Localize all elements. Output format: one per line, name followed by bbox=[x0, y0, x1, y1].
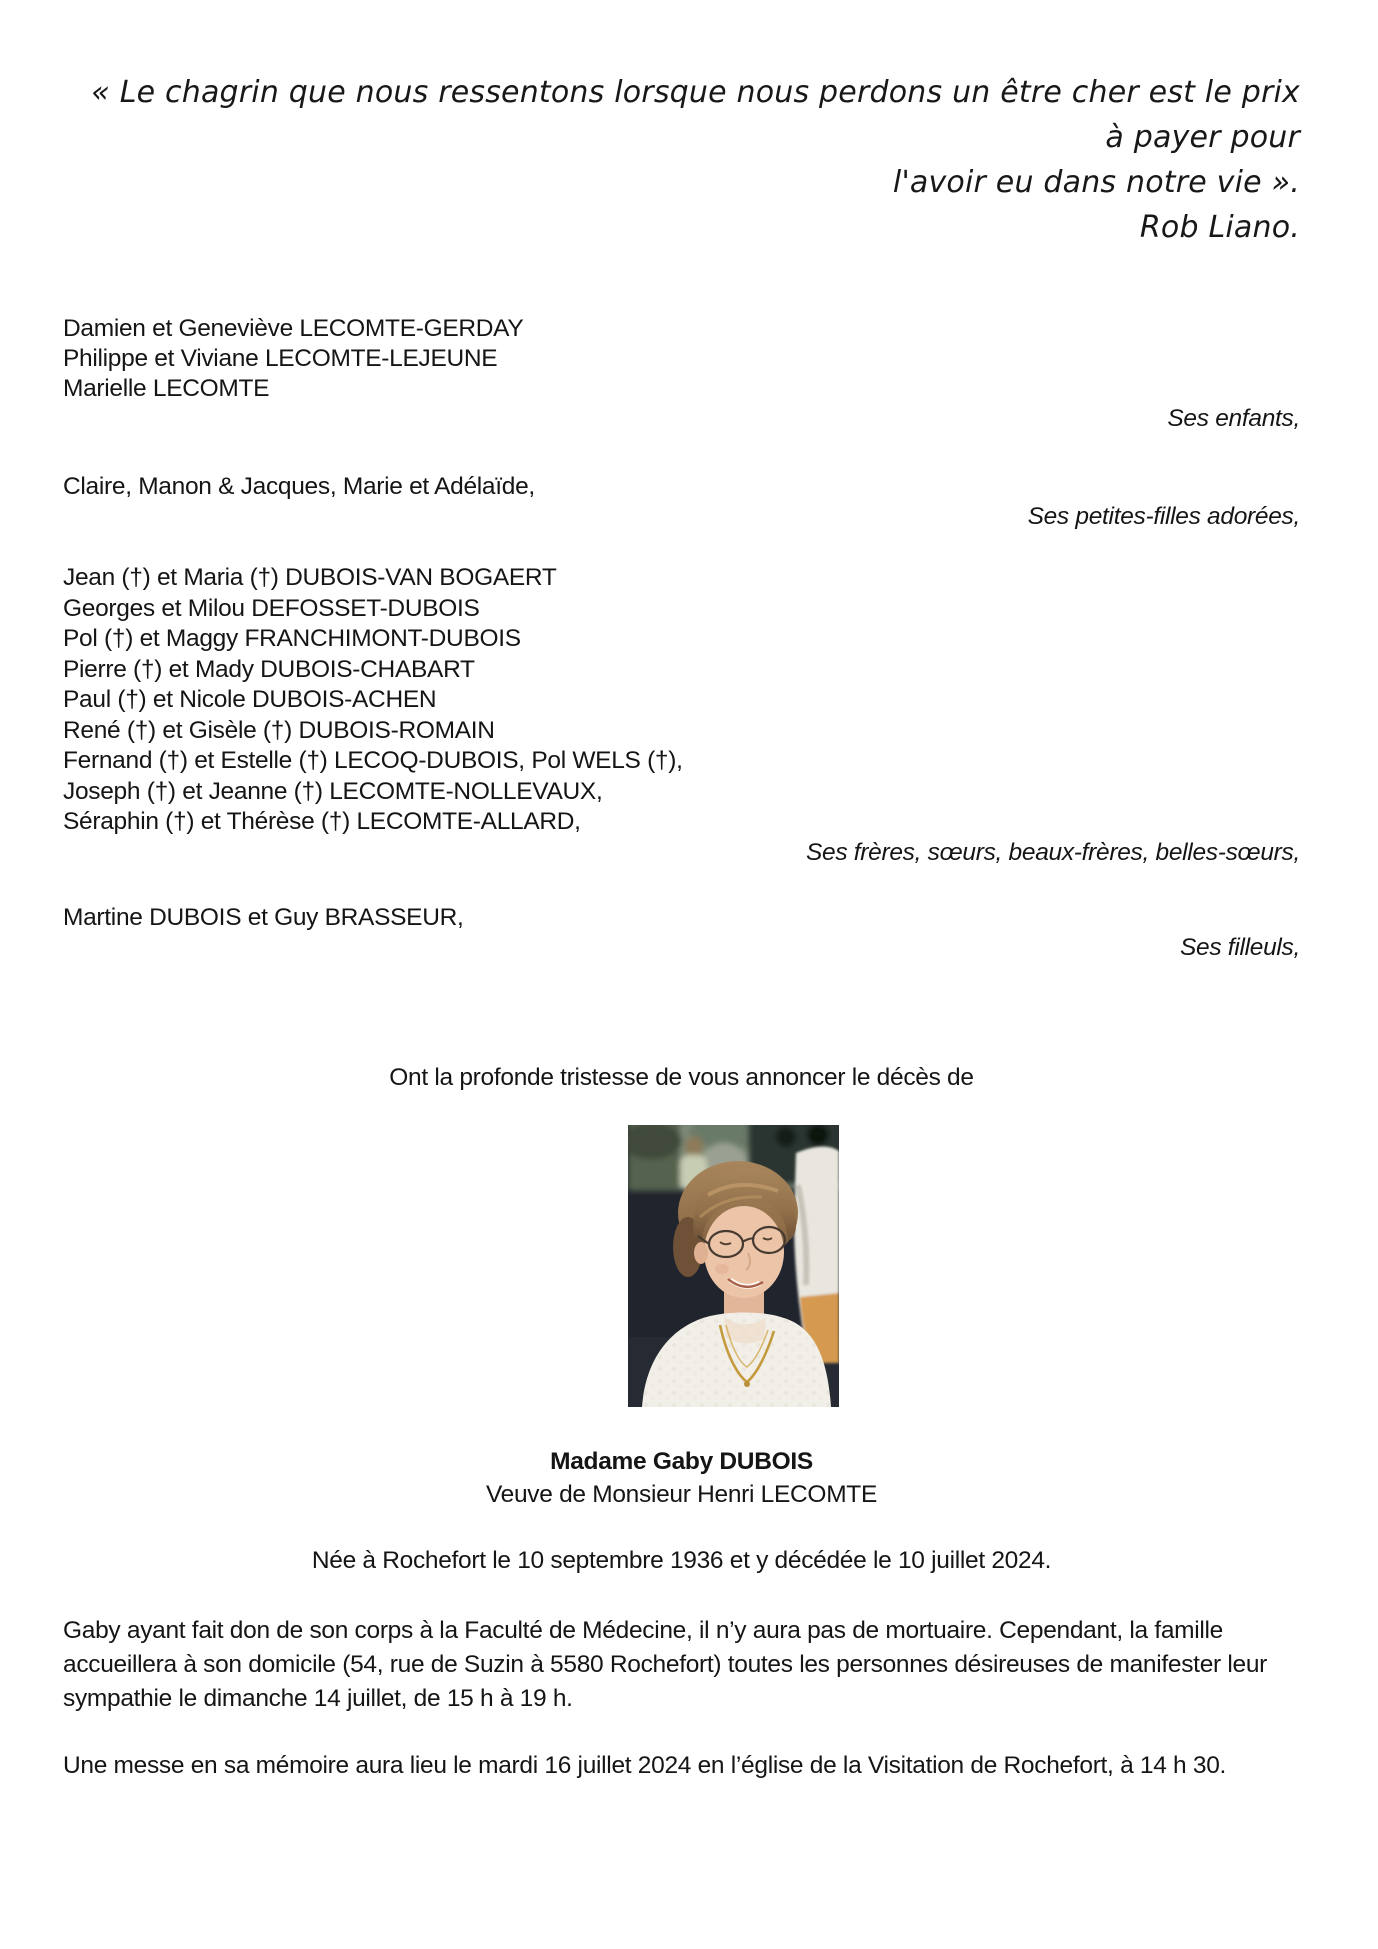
grandchildren-name-line: Claire, Manon & Jacques, Marie et Adélaïde, bbox=[63, 473, 535, 500]
child-name-line: Marielle LECOMTE bbox=[63, 375, 270, 402]
sibling-name-line: Joseph (†) et Jeanne (†) LECOMTE-NOLLEVAUX, bbox=[63, 777, 603, 805]
deceased-portrait-photo bbox=[628, 1125, 839, 1407]
sibling-name-line: Pierre (†) et Mady DUBOIS-CHABART bbox=[63, 655, 475, 683]
portrait-photo-wrap bbox=[63, 1125, 1300, 1407]
quote-line-1: « Le chagrin que nous ressentons lorsque nous perdons un être cher est le prix à payer pour bbox=[91, 75, 1300, 155]
wake-paragraph: Gaby ayant fait don de son corps à la Faculté de Médecine, il n’y aura pas de mortuaire. Cependant, la famille accueillera à son domicile (54, rue de Suzin à 5580 Rochefort) toutes les personnes désireuses de manifester leur sympathie le dimanche 14 juillet, de 15 h à 19 h. bbox=[63, 1616, 1268, 1712]
godchild-name-line: Martine DUBOIS et Guy BRASSEUR, bbox=[63, 903, 464, 931]
birth-death-line: Née à Rochefort le 10 septembre 1936 et y décédée le 10 juillet 2024. bbox=[311, 1546, 1052, 1574]
quote-block bbox=[63, 0, 1300, 250]
announcement-line: Ont la profonde tristesse de vous annoncer le décès de bbox=[389, 1063, 974, 1091]
children-names bbox=[63, 314, 1300, 404]
siblings-label: Ses frères, sœurs, beaux-frères, belles-sœurs, bbox=[805, 838, 1300, 866]
sibling-name-line: René (†) et Gisèle (†) DUBOIS-ROMAIN bbox=[63, 716, 495, 744]
godchildren-names bbox=[63, 903, 1300, 933]
deceased-widow-line: Veuve de Monsieur Henri LECOMTE bbox=[485, 1480, 878, 1508]
sibling-name-line: Georges et Milou DEFOSSET-DUBOIS bbox=[63, 594, 480, 622]
quote-attribution: Rob Liano. bbox=[1139, 210, 1300, 245]
godchildren-label: Ses filleuls, bbox=[1179, 933, 1300, 961]
quote-line-2: l'avoir eu dans notre vie ». bbox=[892, 165, 1300, 200]
sibling-name-line: Fernand (†) et Estelle (†) LECOQ-DUBOIS, Pol WELS (†), bbox=[63, 747, 683, 774]
sibling-name-line: Pol (†) et Maggy FRANCHIMONT-DUBOIS bbox=[63, 625, 521, 652]
sibling-name-line: Paul (†) et Nicole DUBOIS-ACHEN bbox=[63, 686, 437, 713]
grandchildren-label: Ses petites-filles adorées, bbox=[1027, 503, 1300, 530]
grandchildren-names bbox=[63, 472, 1300, 502]
siblings-names bbox=[63, 563, 1300, 838]
child-name-line: Philippe et Viviane LECOMTE-LEJEUNE bbox=[63, 345, 498, 372]
children-label: Ses enfants, bbox=[1167, 405, 1300, 432]
sibling-name-line: Jean (†) et Maria (†) DUBOIS-VAN BOGAERT bbox=[63, 564, 557, 591]
portrait-photo-graphic bbox=[628, 1125, 839, 1407]
sibling-name-line: Séraphin (†) et Thérèse (†) LECOMTE-ALLARD, bbox=[63, 808, 581, 835]
deceased-name: Madame Gaby DUBOIS bbox=[550, 1447, 813, 1475]
mass-paragraph: Une messe en sa mémoire aura lieu le mardi 16 juillet 2024 en l’église de la Visitation de Rochefort, à 14 h 30. bbox=[63, 1751, 1227, 1779]
child-name-line: Damien et Geneviève LECOMTE-GERDAY bbox=[63, 315, 524, 342]
